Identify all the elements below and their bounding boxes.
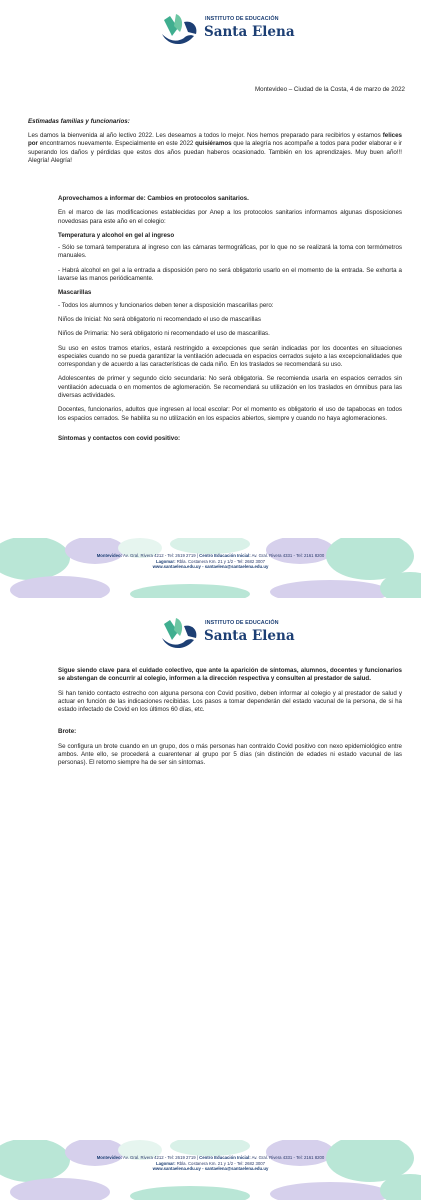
intro-paragraph: Les damos la bienvenida al año lectivo 2022. Les deseamos a todos lo mejor. Nos hemos preparado para recibirlos y estamos felices por encontrarnos nuevamente. Especialmente en este 2022 quisiéramos que la alegría nos acompañe a todos para poder elaborar e ir superando los daños y pérdidas que estos dos años puedan haberos ocasionado. También en los aprendizajes. Muy buen año!!! Alegría! Alegría! [28, 132, 402, 164]
greeting: Estimadas familias y funcionarios: [28, 118, 130, 125]
covid-section [58, 667, 402, 774]
symptoms-paragraph: Sigue siendo clave para el cuidado colectivo, que ante la aparición de síntomas, alumnos, docentes y funcionarios se abstengan de concurrir al colegio, informen a la dirección respectiva y consulten al prestador de salud. [58, 667, 402, 683]
masks-item-6: Docentes, funcionarios, adultos que ingresen al local escolar: Por el momento es obligatorio el uso de tapabocas en todos los espacios cerrados. Se habilita su no utilización en los espacios abiertos, siempre y cuando no haya aglomeraciones. [58, 406, 402, 422]
temperature-item-2: - Habrá alcohol en gel a la entrada a disposición pero no será obligatorio usarlo en el momento de la entrada. Se exhorta a lavarse las manos periódicamente. [58, 266, 402, 283]
section-intro: En el marco de las modificaciones establecidas por Anep a los protocolos sanitarios informamos algunas disposiciones novedosas para este año en el colegio: [58, 209, 402, 225]
footer-web-link[interactable]: www.santaelena.edu.uy - santaelena@santaelena.edu.uy [152, 564, 269, 570]
outbreak-heading: Brote: [58, 728, 77, 736]
school-logo [160, 614, 300, 656]
page-footer [0, 538, 421, 598]
logo-name: Santa Elena [204, 628, 295, 644]
masks-heading: Mascarillas [58, 289, 92, 297]
covid-heading: Síntomas y contactos con covid positivo: [58, 434, 181, 442]
protocol-section [58, 195, 402, 449]
masks-item-2: Niños de Inicial: No será obligatorio ni recomendado el uso de mascarillas [58, 315, 261, 323]
outbreak-paragraph: Se configura un brote cuando en un grupo, dos o más personas han contraído Covid positivo con nexo epidemiológico entre ambos. Ante ello, se procederá a cuarentenar al grupo por 5 días (sin distinción de edades ni estado vacunal de las personas). El retorno siempre ha de ser sin síntomas. [58, 742, 402, 767]
dateline: Montevideo – Ciudad de la Costa, 4 de marzo de 2022 [255, 86, 405, 93]
masks-item-5: Adolescentes de primer y segundo ciclo secundaria: No será obligatoria. Se recomienda usarla en espacios cerrados sin ventilación adecuada o en momentos de aglomeración. Se recomendará su utilización en los traslados en ómnibus para las diversas actividades. [58, 375, 402, 400]
logo-subtitle: INSTITUTO DE EDUCACIÓN [205, 620, 279, 626]
school-logo [160, 10, 300, 52]
masks-item-4: Su uso en estos tramos etarios, estará restringido a excepciones que serán indicadas por los docentes en situaciones especiales cuando no se pueda garantizar la ventilación adecuada en espacios cerrados sujeto a las excepcionalidades que correspondan y de acuerdo a las características de cada niño. En los traslados se recomendará su uso. [58, 344, 402, 369]
footer-web-link[interactable]: www.santaelena.edu.uy - santaelena@santaelena.edu.uy [152, 1166, 269, 1172]
logo-subtitle: INSTITUTO DE EDUCACIÓN [205, 16, 279, 22]
page-footer [0, 1140, 421, 1200]
document-page-2 [0, 600, 421, 1200]
footer-contact: Montevideo: Av. Gral. Rivera 4212 - Tel: 2619 2719 | Centro Educación Inicial: Av. Gral. Rivera 4331 - Tel: 2161 8200 Lagomar: Rbla. Costanera Km. 21 y 1/2 - Tel: 2682 3007 www.santaelena.edu.uy - santaelena@santaelena.edu.uy [96, 1155, 325, 1172]
masks-item-3: Niños de Primaria: No será obligatorio ni recomendado el uso de mascarillas. [58, 330, 270, 338]
masks-item-1: - Todos los alumnos y funcionarios deben tener a disposición mascarillas pero: [58, 301, 274, 309]
section-title: Aprovechamos a informar de: Cambios en protocolos sanitarios. [58, 195, 249, 202]
temperature-item-1: - Sólo se tomará temperatura al ingreso con las cámaras termográficas, por lo que no se realizará la toma con termómetros manuales. [58, 244, 402, 260]
hands-logo-icon [160, 616, 200, 654]
hands-logo-icon [160, 12, 200, 50]
logo-name: Santa Elena [204, 24, 295, 40]
contact-paragraph: Si han tenido contacto estrecho con alguna persona con Covid positivo, deben informar al colegio y al prestador de salud y actuar en función de las indicaciones recibidas. Los pasos a tomar dependerán del estado vacunal de la persona, de si ha estado infectado de Covid en los últimos 60 días, etc. [58, 689, 402, 714]
footer-contact: Montevideo: Av. Gral. Rivera 4212 - Tel: 2619 2719 | Centro Educación Inicial: Av. Gral. Rivera 4331 - Tel: 2161 8200 Lagomar: Rbla. Costanera Km. 21 y 1/2 - Tel: 2682 3007 www.santaelena.edu.uy - santaelena@santaelena.edu.uy [96, 553, 325, 570]
temperature-heading: Temperatura y alcohol en gel al ingreso [58, 231, 175, 239]
